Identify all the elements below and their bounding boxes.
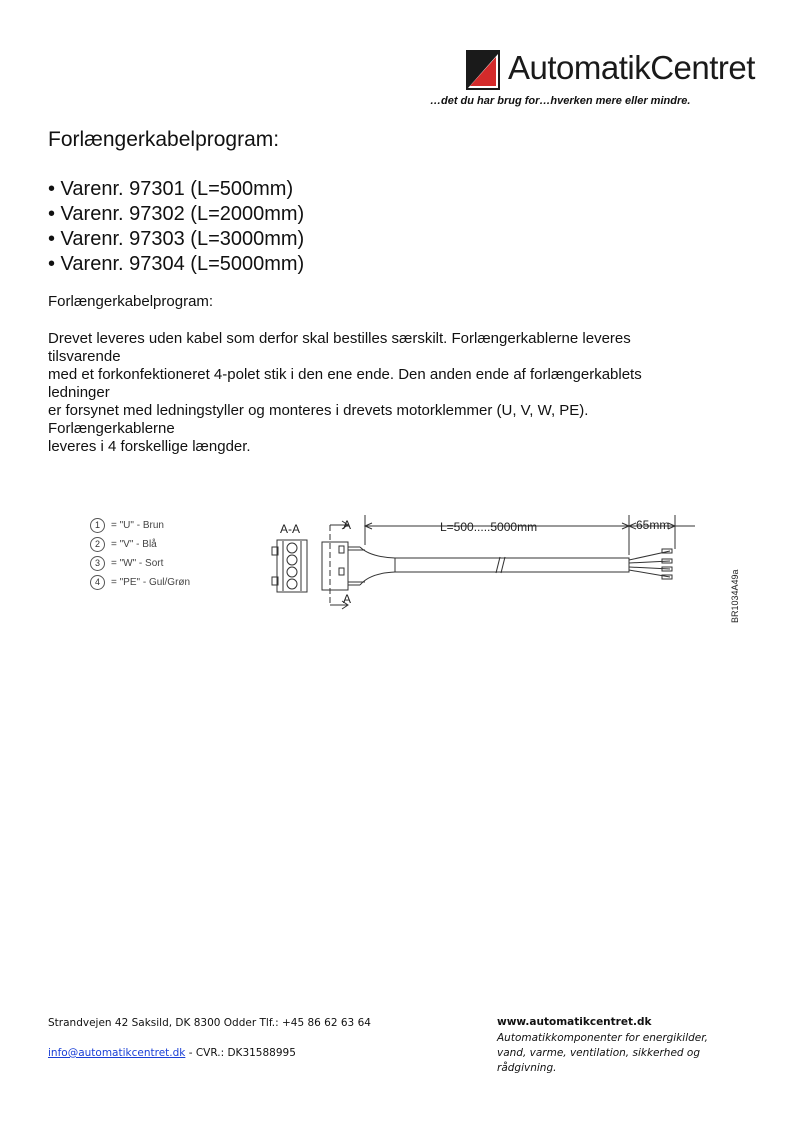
legend-number: 2 xyxy=(90,537,105,552)
section-marker-bottom: A xyxy=(343,592,352,606)
pin-circle xyxy=(287,543,297,553)
header-tagline: …det du har brug for…hverken mere eller mindre. xyxy=(430,95,691,107)
description-line: tilsvarende xyxy=(48,348,121,365)
description-line: Drevet leveres uden kabel som derfor skal bestilles særskilt. Forlængerkablerne leveres xyxy=(48,330,631,347)
email-link[interactable]: info@automatikcentret.dk xyxy=(48,1047,186,1059)
strip-length-label: 65mm xyxy=(636,518,670,532)
section-label: A-A xyxy=(280,522,301,536)
description-line: leveres i 4 forskellige længder. xyxy=(48,438,251,455)
footer-address: Strandvejen 42 Saksild, DK 8300 Odder Tlf.: +45 86 62 63 64 xyxy=(48,1017,371,1029)
brand-name: AutomatikCentret xyxy=(508,49,755,86)
company-logo xyxy=(466,48,756,92)
legend-number: 4 xyxy=(90,575,105,590)
variant-list xyxy=(48,177,304,277)
legend-text: = "V" - Blå xyxy=(111,539,157,550)
legend-text: = "U" - Brun xyxy=(111,520,164,531)
variant-item: • Varenr. 97302 (L=2000mm) xyxy=(48,203,305,225)
description xyxy=(48,330,708,456)
variant-item: • Varenr. 97303 (L=3000mm) xyxy=(48,228,305,250)
description-line: ledninger xyxy=(48,384,110,401)
drawing-code: BR1034A49a xyxy=(730,569,740,623)
logo-mark-icon xyxy=(466,50,500,90)
section-marker-top: A xyxy=(343,518,352,532)
cvr-text: - CVR.: DK31588995 xyxy=(185,1047,296,1059)
variant-item: • Varenr. 97301 (L=500mm) xyxy=(48,178,294,200)
footer-tagline xyxy=(497,1031,708,1076)
pin-circle xyxy=(287,555,297,565)
connector-face-outline xyxy=(277,540,307,592)
legend-number: 1 xyxy=(90,518,105,533)
footer-tagline-line: Automatikkomponenter for energikilder, xyxy=(497,1032,708,1044)
description-line: med et forkonfektioneret 4-polet stik i den ene ende. Den anden ende af forlængerkablets xyxy=(48,366,642,383)
pin-circle xyxy=(287,567,297,577)
legend-text: = "W" - Sort xyxy=(111,558,164,569)
description-line: Forlængerkablerne xyxy=(48,420,175,437)
length-label: L=500.....5000mm xyxy=(440,520,538,534)
pin-circle xyxy=(287,579,297,589)
section-heading: Forlængerkabelprogram: xyxy=(48,293,214,310)
legend-text: = "PE" - Gul/Grøn xyxy=(111,577,191,588)
footer-tagline-line: rådgivning. xyxy=(497,1062,557,1074)
legend-number: 3 xyxy=(90,556,105,571)
description-line: er forsynet med ledningstyller og monteres i drevets motorklemmer (U, V, W, PE). xyxy=(48,402,589,419)
page-title: Forlængerkabelprogram: xyxy=(48,128,280,151)
footer-contact xyxy=(48,1047,296,1059)
footer-tagline-line: vand, varme, ventilation, sikkerhed og xyxy=(497,1047,701,1059)
cable-drawing xyxy=(80,505,760,635)
cable-jacket xyxy=(395,558,629,572)
variant-item: • Varenr. 97304 (L=5000mm) xyxy=(48,253,305,275)
cable-diagram xyxy=(80,505,760,635)
website-url: www.automatikcentret.dk xyxy=(497,1016,652,1028)
